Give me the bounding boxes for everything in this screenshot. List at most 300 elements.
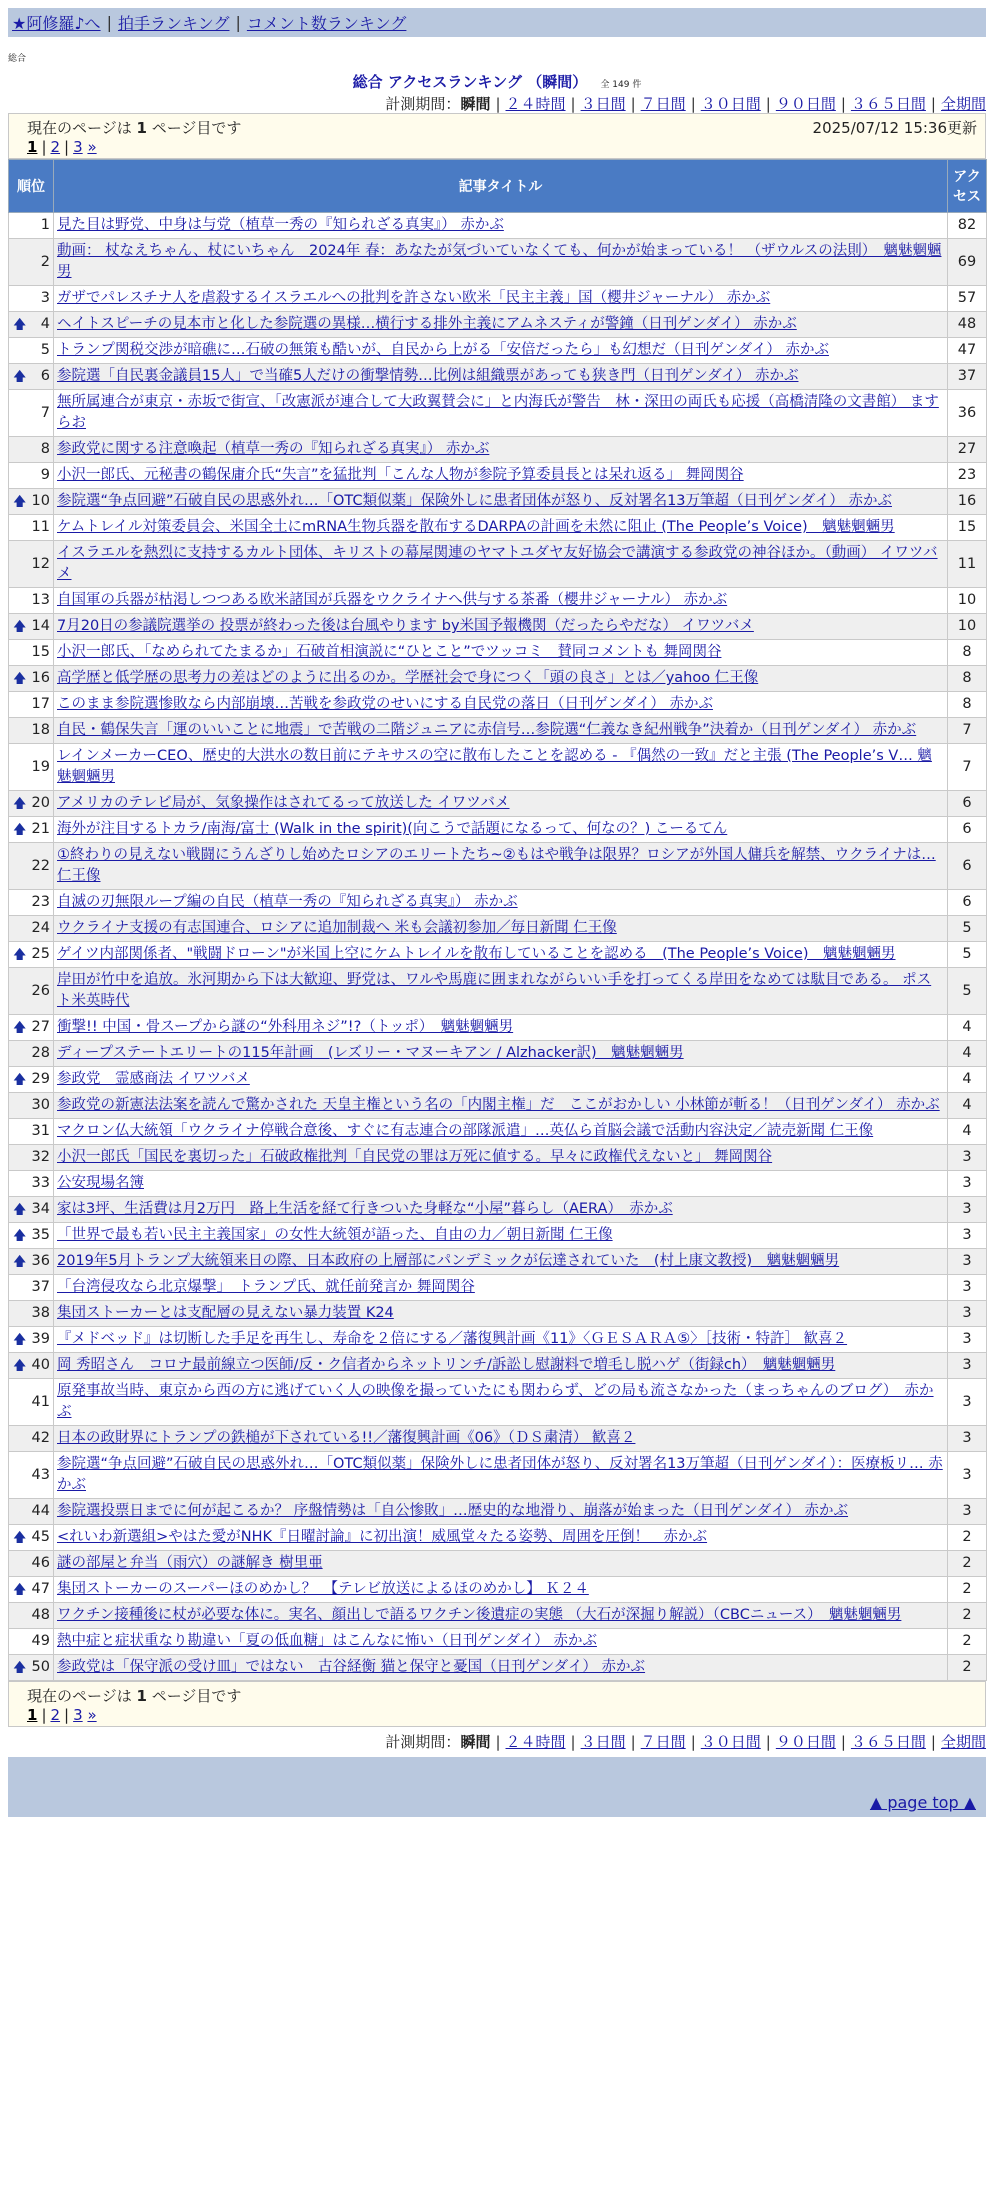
- access-count: 5: [948, 916, 987, 942]
- page-link[interactable]: 2: [50, 1706, 61, 1724]
- table-row: [9, 463, 987, 489]
- rank-cell: [9, 1171, 54, 1197]
- title-cell: [54, 666, 948, 692]
- next-page-link[interactable]: »: [87, 1706, 97, 1724]
- period-option-link[interactable]: ３０日間: [700, 1733, 761, 1751]
- rank-cell: [9, 437, 54, 463]
- rank-cell: [9, 1426, 54, 1452]
- table-row: [9, 1301, 987, 1327]
- page-link[interactable]: 1: [27, 138, 38, 156]
- article-link[interactable]: ケムトレイル対策委員会、米国全土にmRNA生物兵器を散布するDARPAの計画を未然に阻止 (The People’s Voice) 魑魅魍魎男: [57, 519, 895, 535]
- table-row: [9, 1327, 987, 1353]
- access-count: 3: [948, 1379, 987, 1426]
- home-link[interactable]: ★阿修羅♪へ: [12, 14, 101, 33]
- pager-current-number: 1: [136, 119, 147, 137]
- title-cell: [54, 968, 948, 1015]
- page-top-link[interactable]: ▲ page top ▲: [869, 1792, 976, 1812]
- article-link[interactable]: <れいわ新選組>やはた愛がNHK『日曜討論』に初出演！威風堂々たる姿勢、周囲を圧倒！ 赤かぶ: [57, 1529, 708, 1545]
- rank-cell: [9, 1577, 54, 1603]
- access-count: 7: [948, 744, 987, 791]
- access-count: 3: [948, 1426, 987, 1452]
- rank-number: 40: [31, 1357, 50, 1373]
- table-row: [9, 1067, 987, 1093]
- article-link[interactable]: 公安現場名簿: [57, 1175, 144, 1191]
- table-row: [9, 239, 987, 286]
- period-separator: |: [570, 95, 576, 113]
- title-cell: [54, 843, 948, 890]
- period-option-link[interactable]: ３日間: [580, 95, 626, 113]
- rank-cell: [9, 1093, 54, 1119]
- article-link[interactable]: 日本の政財界にトランプの鉄槌が下されている!!／藩復興計画《06》（ＤＳ粛清） 歓喜２: [57, 1430, 636, 1446]
- table-row: [9, 1275, 987, 1301]
- article-link[interactable]: 参政党は「保守派の受け皿」ではない 古谷経衡 猫と保守と憂国（日刊ゲンダイ） 赤かぶ: [57, 1659, 646, 1675]
- article-link[interactable]: ウクライナ支援の有志国連合、ロシアに追加制裁へ 米も会議初参加／毎日新聞 仁王像: [57, 920, 617, 936]
- title-cell: [54, 515, 948, 541]
- rank-cell: [9, 1145, 54, 1171]
- article-link[interactable]: 集団ストーカーのスーパーほのめかし？ 【テレビ放送によるほのめかし】 Ｋ２４: [57, 1581, 589, 1597]
- period-option-link[interactable]: 全期間: [940, 95, 986, 113]
- title-cell: [54, 1655, 948, 1681]
- rank-cell: [9, 640, 54, 666]
- article-link[interactable]: 自滅の刃無限ループ編の自民（植草一秀の『知られざる真実』） 赤かぶ: [57, 894, 518, 910]
- rank-cell: [9, 614, 54, 640]
- table-row: [9, 437, 987, 463]
- period-separator: |: [495, 1733, 501, 1751]
- article-link[interactable]: 「世界で最も若い民主主義国家」の女性大統領が語った、自由の力／朝日新聞 仁王像: [57, 1227, 613, 1243]
- pager-links: [27, 1706, 977, 1724]
- rank-number: 34: [31, 1201, 50, 1217]
- rank-number: 27: [31, 1019, 50, 1035]
- pager-status-line: [27, 117, 977, 138]
- title-cell: [54, 312, 948, 338]
- rank-cell: [9, 666, 54, 692]
- title-cell: [54, 1499, 948, 1525]
- period-option-link[interactable]: ３６５日間: [850, 1733, 926, 1751]
- rank-cell: [9, 1499, 54, 1525]
- up-arrow-icon: 🡅: [13, 822, 27, 837]
- period-separator: |: [690, 1733, 696, 1751]
- rank-cell: [9, 213, 54, 239]
- article-link[interactable]: 高学歴と低学歴の思考力の差はどのように出るのか。学歴社会で身につく「頭の良さ」とは／yahoo 仁王像: [57, 670, 759, 686]
- access-count: 2: [948, 1551, 987, 1577]
- comment-ranking-link[interactable]: コメント数ランキング: [246, 14, 407, 33]
- article-link[interactable]: 参政党の新憲法法案を読んで驚かされた 天皇主権という名の「内閣主権」だ ここがおかしい 小林節が斬る！（日刊ゲンダイ） 赤かぶ: [57, 1097, 940, 1113]
- access-count: 2: [948, 1629, 987, 1655]
- rank-cell: [9, 791, 54, 817]
- period-separator: |: [570, 1733, 576, 1751]
- rank-number: 16: [31, 670, 50, 686]
- rank-cell: [9, 968, 54, 1015]
- rank-number: 24: [31, 920, 50, 936]
- article-link[interactable]: 小沢一郎氏、「なめられてたまるか」石破首相演説に“ひとこと”でツッコミ 賛同コメントも 舞岡関谷: [57, 644, 722, 660]
- pager-suffix: ページ目です: [151, 1687, 242, 1705]
- page-link[interactable]: 1: [27, 1706, 38, 1724]
- page-link[interactable]: 2: [50, 138, 61, 156]
- table-row: [9, 968, 987, 1015]
- page-top-bar: [8, 1787, 986, 1817]
- rank-cell: [9, 1551, 54, 1577]
- period-option-link[interactable]: ２４時間: [505, 95, 566, 113]
- ranking-rows: [9, 213, 987, 1681]
- table-row: [9, 515, 987, 541]
- rank-number: 11: [31, 519, 50, 535]
- title-cell: [54, 1577, 948, 1603]
- pager-status: [27, 1685, 241, 1706]
- title-cell: [54, 791, 948, 817]
- title-cell: [54, 390, 948, 437]
- rank-cell: [9, 744, 54, 791]
- title-cell: [54, 541, 948, 588]
- nav-separator: |: [106, 13, 112, 32]
- table-row: [9, 1015, 987, 1041]
- access-count: 2: [948, 1655, 987, 1681]
- access-count: 4: [948, 1093, 987, 1119]
- rank-cell: [9, 1223, 54, 1249]
- period-separator: |: [930, 1733, 936, 1751]
- period-option-link[interactable]: 全期間: [940, 1733, 986, 1751]
- top-nav-bar: [8, 8, 986, 37]
- page: [8, 8, 986, 1817]
- table-row: [9, 1655, 987, 1681]
- rank-cell: [9, 338, 54, 364]
- pager-separator: |: [41, 138, 47, 156]
- table-row: [9, 1249, 987, 1275]
- table-row: [9, 666, 987, 692]
- table-row: [9, 1379, 987, 1426]
- table-row: [9, 1353, 987, 1379]
- rank-number: 50: [31, 1659, 50, 1675]
- period-separator: |: [495, 95, 501, 113]
- article-link[interactable]: イスラエルを熱烈に支持するカルト団体、キリストの幕屋関連のヤマトユダヤ友好協会で講演する参政党の神谷ほか。（動画） イワツバメ: [57, 545, 938, 582]
- access-count: 3: [948, 1499, 987, 1525]
- title-cell: [54, 1275, 948, 1301]
- table-row: [9, 640, 987, 666]
- current-page: [27, 1706, 37, 1724]
- rank-number: 28: [31, 1045, 50, 1061]
- title-cell: [54, 718, 948, 744]
- access-count: 36: [948, 390, 987, 437]
- article-link[interactable]: 自国軍の兵器が枯渇しつつある欧米諸国が兵器をウクライナへ供与する茶番（櫻井ジャーナル） 赤かぶ: [57, 592, 728, 608]
- article-link[interactable]: 謎の部屋と弁当（雨穴）の謎解き 樹里亜: [57, 1555, 323, 1571]
- access-count: 3: [948, 1452, 987, 1499]
- access-count: 82: [948, 213, 987, 239]
- article-link[interactable]: 熱中症と症状重なり勘違い「夏の低血糖」はこんなに怖い（日刊ゲンダイ） 赤かぶ: [57, 1633, 597, 1649]
- access-count: 3: [948, 1197, 987, 1223]
- rank-cell: [9, 1353, 54, 1379]
- article-link[interactable]: 2019年5月トランプ大統領来日の際、日本政府の上層部にパンデミックが伝達されていた (村上康文教授) 魑魅魍魎男: [57, 1253, 840, 1269]
- access-count: 8: [948, 692, 987, 718]
- article-link[interactable]: 岡 秀昭さん コロナ最前線立つ医師/反・ク信者からネットリンチ/訴訟し慰謝料で増毛し脱ハゲ（街録ch） 魑魅魍魎男: [57, 1357, 836, 1373]
- table-row: [9, 890, 987, 916]
- period-label: 計測期間：: [385, 95, 461, 113]
- access-count: 4: [948, 1119, 987, 1145]
- article-link[interactable]: 小沢一郎氏「国民を裏切った」石破政権批判「自民党の罪は万死に値する。早々に政権代えないと」 舞岡関谷: [57, 1149, 773, 1165]
- up-arrow-icon: 🡅: [13, 671, 27, 686]
- article-link[interactable]: 無所属連合が東京・赤坂で街宣、「改憲派が連合して大政翼賛会に」と内海氏が警告 林・深田の両氏も応援（高橋清隆の文書館） ますらお: [57, 394, 939, 431]
- article-link[interactable]: ヘイトスピーチの見本市と化した参院選の異様…横行する排外主義にアムネスティが警鐘（日刊ゲンダイ） 赤かぶ: [57, 316, 797, 332]
- article-link[interactable]: 海外が注目するトカラ/南海/富士 (Walk in the spirit)(向こうで話題になるって、何なの？) こーるてん: [57, 821, 728, 837]
- article-link[interactable]: 「台湾侵攻なら北京爆撃」 トランプ氏、就任前発言か 舞岡関谷: [57, 1279, 475, 1295]
- rank-number: 33: [31, 1175, 50, 1191]
- rank-number: 3: [40, 290, 50, 306]
- rank-number: 46: [31, 1555, 50, 1571]
- article-link[interactable]: ゲイツ内部関係者、"戦闘ドローン"が米国上空にケムトレイルを散布していることを認める (The People’s Voice) 魑魅魍魎男: [57, 946, 896, 962]
- rank-cell: [9, 1629, 54, 1655]
- period-option-link[interactable]: ７日間: [640, 1733, 686, 1751]
- access-count: 48: [948, 312, 987, 338]
- article-link[interactable]: 参院選“争点回避”石破自民の思惑外れ…「OTC類似薬」保険外しに患者団体が怒り、反対署名13万筆超（日刊ゲンダイ） 赤かぶ: [57, 493, 892, 509]
- article-link[interactable]: 参院選“争点回避”石破自民の思惑外れ…「OTC類似薬」保険外しに患者団体が怒り、反対署名13万筆超（日刊ゲンダイ）：医療板リ… 赤かぶ: [57, 1456, 943, 1493]
- title-cell: [54, 239, 948, 286]
- title-cell: [54, 1119, 948, 1145]
- pager-box-bottom: [8, 1681, 986, 1727]
- title-cell: [54, 1379, 948, 1426]
- article-link[interactable]: 参政党に関する注意喚起（植草一秀の『知られざる真実』） 赤かぶ: [57, 441, 490, 457]
- table-row: [9, 1603, 987, 1629]
- rank-cell: [9, 1119, 54, 1145]
- up-arrow-icon: 🡅: [13, 1332, 27, 1347]
- title-cell: [54, 1249, 948, 1275]
- table-row: [9, 744, 987, 791]
- title-cell: [54, 1093, 948, 1119]
- rank-number: 47: [31, 1581, 50, 1597]
- pager-suffix: ページ目です: [151, 119, 242, 137]
- rank-cell: [9, 1452, 54, 1499]
- period-option-link[interactable]: ３日間: [580, 1733, 626, 1751]
- up-arrow-icon: 🡅: [13, 1228, 27, 1243]
- rank-number: 43: [31, 1466, 50, 1483]
- title-cell: [54, 213, 948, 239]
- title-cell: [54, 916, 948, 942]
- pager-separator: |: [64, 138, 70, 156]
- access-count: 2: [948, 1525, 987, 1551]
- article-link[interactable]: マクロン仏大統領「ウクライナ停戦合意後、すぐに有志連合の部隊派遣」…英仏ら首脳会議で活動内容決定／読売新聞 仁王像: [57, 1123, 874, 1139]
- access-count: 8: [948, 666, 987, 692]
- rank-cell: [9, 1067, 54, 1093]
- access-count: 6: [948, 791, 987, 817]
- article-link[interactable]: 岸田が竹中を追放。氷河期から下は大歓迎、野党は、ワルや馬鹿に囲まれながらいい手を打ってくる岸田をなめては駄目である。 ポスト米英時代: [57, 972, 932, 1009]
- table-row: [9, 390, 987, 437]
- period-separator: |: [765, 95, 771, 113]
- article-link[interactable]: ①終わりの見えない戦闘にうんざりし始めたロシアのエリートたち~②もはや戦争は限界？ロシアが外国人傭兵を解禁、ウクライナは… 仁王像: [57, 847, 936, 884]
- up-arrow-icon: 🡅: [13, 1202, 27, 1217]
- up-arrow-icon: 🡅: [13, 369, 27, 384]
- article-link[interactable]: このまま参院選惨敗なら内部崩壊…苦戦を参政党のせいにする自民党の落日（日刊ゲンダイ） 赤かぶ: [57, 696, 713, 712]
- rank-number: 45: [31, 1529, 50, 1545]
- rank-cell: [9, 312, 54, 338]
- period-separator: |: [840, 95, 846, 113]
- up-arrow-icon: 🡅: [13, 1530, 27, 1545]
- rank-cell: [9, 1327, 54, 1353]
- section-label: 総合: [8, 54, 27, 64]
- pager-status-line: [27, 1685, 977, 1706]
- item-count: 全 149 件: [600, 80, 642, 90]
- access-count: 10: [948, 614, 987, 640]
- rank-cell: [9, 942, 54, 968]
- rank-number: 38: [31, 1305, 50, 1321]
- title-cell: [54, 640, 948, 666]
- rank-number: 49: [31, 1633, 50, 1649]
- table-row: [9, 1223, 987, 1249]
- title-cell: [54, 437, 948, 463]
- article-link[interactable]: 集団ストーカーとは支配層の見えない暴力装置 K24: [57, 1305, 394, 1321]
- rank-number: 1: [40, 217, 50, 233]
- article-link[interactable]: 参院選投票日までに何が起こるか？ 序盤情勢は「自公惨敗」…歴史的な地滑り、崩落が始まった（日刊ゲンダイ） 赤かぶ: [57, 1503, 849, 1519]
- rank-number: 7: [40, 404, 50, 421]
- rank-header: 順位: [9, 160, 54, 213]
- rank-number: 4: [40, 316, 50, 332]
- title-cell: [54, 1171, 948, 1197]
- access-count: 11: [948, 541, 987, 588]
- article-link[interactable]: アメリカのテレビ局が、気象操作はされてるって放送した イワツバメ: [57, 795, 510, 811]
- rank-number: 15: [31, 644, 50, 660]
- table-row: [9, 1499, 987, 1525]
- title-cell: [54, 692, 948, 718]
- article-link[interactable]: 『メドベッド』は切断した手足を再生し、寿命を２倍にする／藩復興計画《11》〈ＧＥＳＡＲＡ⑤〉［技術・特許］ 歓喜２: [57, 1331, 848, 1347]
- article-link[interactable]: 参政党 霊感商法 イワツバメ: [57, 1071, 250, 1087]
- rank-cell: [9, 1197, 54, 1223]
- access-count: 3: [948, 1327, 987, 1353]
- table-row: [9, 312, 987, 338]
- rank-number: 12: [31, 555, 50, 572]
- article-link[interactable]: 7月20日の参議院選挙の 投票が終わった後は台風やります by米国予報機関（だったらやだな） イワツバメ: [57, 618, 754, 634]
- article-link[interactable]: 衝撃!! 中国・骨スープから謎の“外科用ネジ”!?（トッポ） 魑魅魍魎男: [57, 1019, 514, 1035]
- updated-timestamp: 2025/07/12 15:36更新: [812, 119, 977, 137]
- rank-cell: [9, 692, 54, 718]
- access-count: 5: [948, 968, 987, 1015]
- period-separator: |: [840, 1733, 846, 1751]
- access-count: 10: [948, 588, 987, 614]
- rank-cell: [9, 1655, 54, 1681]
- period-option-link[interactable]: ２４時間: [505, 1733, 566, 1751]
- access-header: アクセス: [948, 160, 987, 213]
- period-separator: |: [630, 1733, 636, 1751]
- pager-current-number: 1: [136, 1687, 147, 1705]
- table-header-row: [9, 160, 987, 213]
- pager-prefix: 現在のページは: [27, 1687, 132, 1705]
- rank-cell: [9, 916, 54, 942]
- access-count: 47: [948, 338, 987, 364]
- access-count: 5: [948, 942, 987, 968]
- article-link[interactable]: レインメーカーCEO、歴史的大洪水の数日前にテキサスの空に散布したことを認める - 『偶然の一致』だと主張 (The People’s V… 魑魅魍魎男: [57, 748, 932, 785]
- rank-number: 21: [31, 821, 50, 837]
- table-row: [9, 817, 987, 843]
- title-cell: [54, 1327, 948, 1353]
- period-separator: |: [630, 95, 636, 113]
- rank-number: 23: [31, 894, 50, 910]
- table-row: [9, 843, 987, 890]
- article-link[interactable]: 家は3坪、生活費は月2万円 路上生活を経て行きついた身軽な“小屋”暮らし（AERA） 赤かぶ: [57, 1201, 673, 1217]
- access-count: 3: [948, 1223, 987, 1249]
- table-row: [9, 1426, 987, 1452]
- article-link[interactable]: 動画： 杖なえちゃん、杖にいちゃん 2024年 春：あなたが気づいていなくても、何かが始まっている！ （ザウルスの法則） 魑魅魍魎男: [57, 243, 942, 280]
- article-link[interactable]: ガザでパレスチナ人を虐殺するイスラエルへの批判を許さない欧米「民主主義」国（櫻井ジャーナル） 赤かぶ: [57, 290, 771, 306]
- rank-number: 30: [31, 1097, 50, 1113]
- rank-number: 18: [31, 722, 50, 738]
- period-option-link[interactable]: ３０日間: [700, 95, 761, 113]
- bottom-bar: [8, 1757, 986, 1787]
- table-row: [9, 1119, 987, 1145]
- article-link[interactable]: トランプ関税交渉が暗礁に…石破の無策も酷いが、自民から上がる「安倍だったら」も幻想だ（日刊ゲンダイ） 赤かぶ: [57, 342, 829, 358]
- rank-cell: [9, 489, 54, 515]
- rank-cell: [9, 1603, 54, 1629]
- access-count: 2: [948, 1577, 987, 1603]
- rank-number: 39: [31, 1331, 50, 1347]
- page-link[interactable]: 3: [73, 138, 83, 156]
- period-option-link[interactable]: ９０日間: [775, 1733, 836, 1751]
- period-option-link[interactable]: ３６５日間: [850, 95, 926, 113]
- page-link[interactable]: 3: [73, 1706, 83, 1724]
- access-count: 3: [948, 1145, 987, 1171]
- rank-number: 37: [31, 1279, 50, 1295]
- pager-separator: |: [41, 1706, 47, 1724]
- article-link[interactable]: ディープステートエリートの115年計画 (レズリー・マヌーキアン / Alzhacker訳) 魑魅魍魎男: [57, 1045, 684, 1061]
- article-link[interactable]: ワクチン接種後に杖が必要な体に。実名、顔出しで語るワクチン後遺症の実態 （大石が深掘り解説）（CBCニュース） 魑魅魍魎男: [57, 1607, 902, 1623]
- period-option-link[interactable]: ９０日間: [775, 95, 836, 113]
- table-row: [9, 1145, 987, 1171]
- access-count: 57: [948, 286, 987, 312]
- access-count: 6: [948, 843, 987, 890]
- up-arrow-icon: 🡅: [13, 1358, 27, 1373]
- rank-number: 31: [31, 1123, 50, 1139]
- rank-cell: [9, 463, 54, 489]
- table-row: [9, 1197, 987, 1223]
- article-link[interactable]: 小沢一郎氏、元秘書の鶴保庸介氏“失言”を猛批判「こんな人物が参院予算委員長とは呆れ返る」 舞岡関谷: [57, 467, 744, 483]
- pager-prefix: 現在のページは: [27, 119, 132, 137]
- table-row: [9, 942, 987, 968]
- rank-number: 42: [31, 1430, 50, 1446]
- title-header: 記事タイトル: [54, 160, 948, 213]
- title-cell: [54, 890, 948, 916]
- period-current: 瞬間: [460, 1733, 491, 1751]
- next-page-link[interactable]: »: [87, 138, 97, 156]
- access-count: 3: [948, 1275, 987, 1301]
- rank-number: 22: [31, 857, 50, 874]
- clap-ranking-link[interactable]: 拍手ランキング: [117, 14, 230, 33]
- rank-cell: [9, 515, 54, 541]
- access-count: 6: [948, 817, 987, 843]
- period-selector-top: [8, 93, 986, 113]
- up-arrow-icon: 🡅: [13, 1660, 27, 1675]
- up-arrow-icon: 🡅: [13, 317, 27, 332]
- table-row: [9, 1452, 987, 1499]
- article-link[interactable]: 参院選「自民裏金議員15人」で当確5人だけの衝撃情勢…比例は組織票があっても狭き門（日刊ゲンダイ） 赤かぶ: [57, 368, 799, 384]
- title-cell: [54, 1353, 948, 1379]
- rank-number: 19: [31, 758, 50, 775]
- rank-number: 35: [31, 1227, 50, 1243]
- period-option-link[interactable]: ７日間: [640, 95, 686, 113]
- access-count: 3: [948, 1301, 987, 1327]
- article-link[interactable]: 原発事故当時、東京から西の方に逃げていく人の映像を撮っていたにも関わらず、どの局も流さなかった（まっちゃんのブログ） 赤かぶ: [57, 1383, 934, 1420]
- access-count: 3: [948, 1353, 987, 1379]
- rank-cell: [9, 1041, 54, 1067]
- table-row: [9, 489, 987, 515]
- article-link[interactable]: 自民・鶴保失言「運のいいことに地震」で苦戦の二階ジュニアに赤信号…参院選“仁義なき紀州戦争”決着か（日刊ゲンダイ） 赤かぶ: [57, 722, 917, 738]
- access-count: 3: [948, 1171, 987, 1197]
- title-cell: [54, 1015, 948, 1041]
- rank-cell: [9, 286, 54, 312]
- page-title: [8, 71, 986, 91]
- rank-cell: [9, 1525, 54, 1551]
- rank-number: 17: [31, 696, 50, 712]
- article-link[interactable]: 見た目は野党、中身は与党（植草一秀の『知られざる真実』） 赤かぶ: [57, 217, 504, 233]
- rank-cell: [9, 1249, 54, 1275]
- ranking-title: 総合 アクセスランキング （瞬間）: [352, 73, 588, 91]
- title-cell: [54, 817, 948, 843]
- table-row: [9, 614, 987, 640]
- pager-box-top: [8, 113, 986, 159]
- access-count: 8: [948, 640, 987, 666]
